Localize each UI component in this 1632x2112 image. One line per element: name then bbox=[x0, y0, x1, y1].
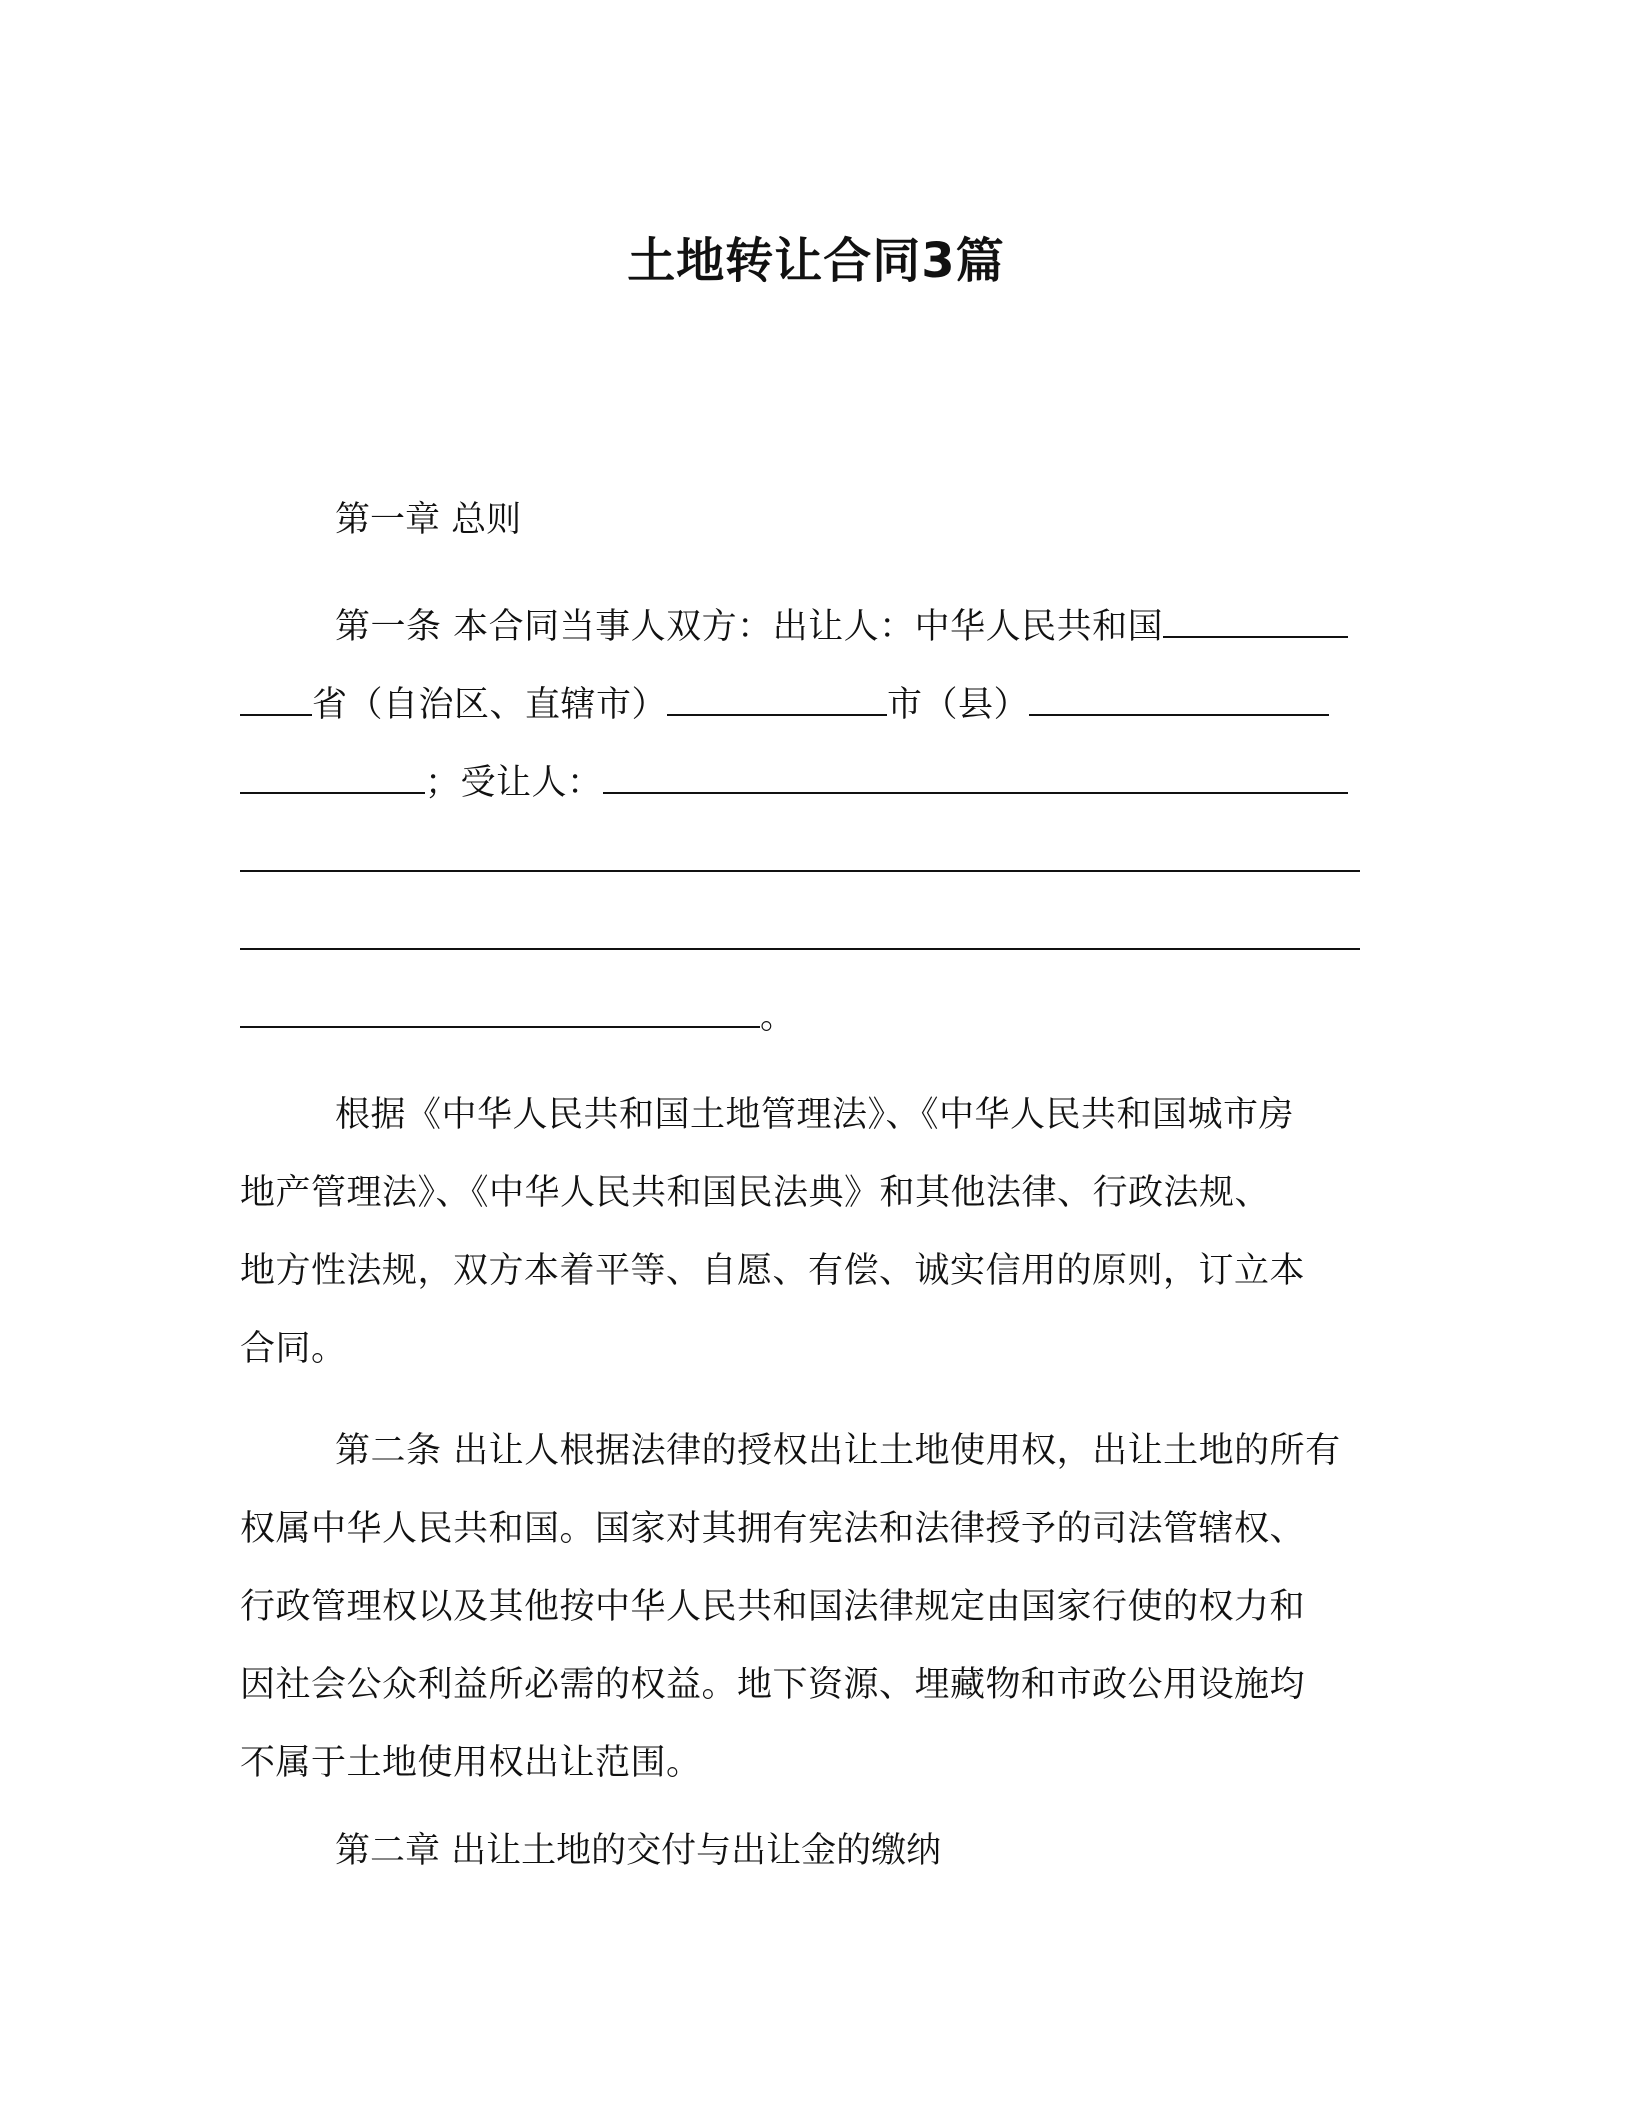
article-1-end-mark: 。 bbox=[760, 997, 796, 1037]
blank-city bbox=[667, 676, 887, 716]
city-label: 市（县） bbox=[887, 685, 1030, 725]
article-1-line-6 bbox=[240, 978, 1380, 1056]
assignee-label: ；受让人： bbox=[425, 763, 603, 803]
article-1-line-5 bbox=[240, 900, 1380, 978]
article-1-line-1 bbox=[240, 588, 1380, 666]
blank-country bbox=[1163, 598, 1348, 638]
basis-paragraph bbox=[240, 1076, 1380, 1388]
blank-province bbox=[240, 676, 312, 716]
article-2-line-1: 第二条 出让人根据法律的授权出让土地使用权，出让土地的所有 bbox=[335, 1431, 1341, 1471]
document-title: 土地转让合同3篇 bbox=[627, 233, 1005, 289]
blank-county bbox=[1029, 676, 1329, 716]
article-1-line-4 bbox=[240, 822, 1380, 900]
basis-line-2: 地产管理法》、《中华人民共和国民法典》和其他法律、行政法规、 bbox=[240, 1173, 1271, 1213]
province-label: 省（自治区、直辖市） bbox=[312, 685, 668, 725]
article-1 bbox=[240, 588, 1380, 1056]
article-1-lead: 第一条 本合同当事人双方：出让人：中华人民共和国 bbox=[335, 607, 1164, 647]
article-1-line-3 bbox=[240, 744, 1380, 822]
basis-line-4: 合同。 bbox=[240, 1329, 347, 1369]
chapter-1-heading: 第一章 总则 bbox=[335, 500, 522, 540]
blank-assignee-line-3 bbox=[240, 910, 1360, 950]
article-2-line-2: 权属中华人民共和国。国家对其拥有宪法和法律授予的司法管辖权、 bbox=[240, 1509, 1306, 1549]
blank-assignee-line-2 bbox=[240, 832, 1360, 872]
article-2-line-3: 行政管理权以及其他按中华人民共和国法律规定由国家行使的权力和 bbox=[240, 1587, 1306, 1627]
blank-assignee-line-4 bbox=[240, 988, 760, 1028]
article-2-line-4: 因社会公众利益所必需的权益。地下资源、埋藏物和市政公用设施均 bbox=[240, 1665, 1306, 1705]
basis-line-3: 地方性法规，双方本着平等、自愿、有偿、诚实信用的原则，订立本 bbox=[240, 1251, 1306, 1291]
article-2 bbox=[240, 1412, 1380, 1802]
chapter-2-heading: 第二章 出让土地的交付与出让金的缴纳 bbox=[335, 1831, 942, 1871]
blank-county-cont bbox=[240, 754, 425, 794]
blank-assignee bbox=[603, 754, 1348, 794]
article-2-line-5: 不属于土地使用权出让范围。 bbox=[240, 1743, 702, 1783]
basis-line-1: 根据《中华人民共和国土地管理法》、《中华人民共和国城市房 bbox=[335, 1095, 1295, 1135]
article-1-line-2 bbox=[240, 666, 1380, 744]
